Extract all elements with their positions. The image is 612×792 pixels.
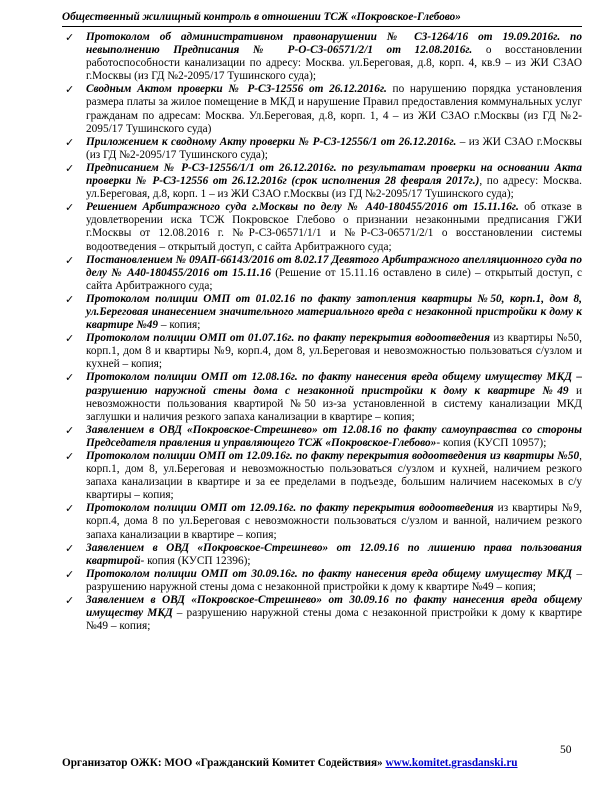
item-title: Протоколом полиции ОМП от 01.07.16г. по факту перекрытия водоотведения: [86, 332, 490, 345]
item-title: Предписанием № Р-СЗ-12556/1/1 от 26.12.2016г. по результатам проверки на основании Акта проверки № Р-СЗ-12556 от 26.12.2016г (срок исполнения 28 февраля 2017г.): [86, 161, 582, 188]
checkmark-icon: ✓: [65, 135, 75, 149]
checkmark-icon: ✓: [65, 423, 75, 437]
item-text: из квартиры №9, корп.4, дома 8 по ул.Береговая с невозможности пользоваться с/узлом и ванной, наличием резкого запаха канализации в квартире – копия;: [86, 502, 582, 541]
checkmark-icon: ✓: [65, 83, 75, 97]
item-title: Протоколом об административном правонарушении № СЗ-1264/16 от 19.09.2016г. по невыполнению Предписания № Р-О-СЗ-06571/2/1 от 12.08.2016г.: [86, 31, 582, 57]
list-item: [62, 293, 582, 332]
footer-organizer: Организатор ОЖК: МОО «Гражданский Комитет Содействия»: [62, 757, 383, 769]
list-item: [62, 450, 582, 502]
item-title: Протоколом полиции ОМП от 30.09.16г. по факту нанесения вреда общему имуществу МКД: [86, 567, 572, 580]
item-text: – копия;: [158, 319, 201, 332]
checkmark-icon: ✓: [65, 541, 75, 555]
page-header: Общественный жилищный контроль в отношении ТСЖ «Покровское-Глебово»: [62, 10, 582, 27]
checkmark-icon: ✓: [65, 502, 75, 516]
list-item: [62, 502, 582, 541]
item-text: из квартиры №50, корп.1, дом 8 и квартиры №9, корп.4, дом 8, ул.Береговая и невозможностью пользоваться с/узлом и кухней – копия;: [86, 332, 582, 371]
list-item: [62, 371, 582, 423]
item-text: – разрушению наружной стены дома с незаконной пристройки к дому к квартире №49 – копия;: [86, 567, 582, 593]
list-item: [62, 332, 582, 371]
item-title: Протоколом полиции ОМП от 12.09.16г. по факту перекрытия водоотведения из квартиры №50: [86, 450, 580, 462]
list-item: [62, 136, 582, 162]
item-text: и невозможности пользования квартирой №50 из-за установленной в систему канализации МКД заглушки и наличия резкого запаха канализации в квартире – копия;: [86, 384, 582, 423]
checkmark-icon: ✓: [65, 567, 75, 581]
item-title: Заявлением в ОВД «Покровское-Стрешнево» от 30.09.16 по факту нанесения вреда общему имуществу МКД: [86, 594, 582, 620]
item-title: Заявлением в ОВД «Покровское-Стрешнево» от 12.09.16 по лишению права пользования квартирой: [86, 541, 582, 567]
checkmark-icon: ✓: [65, 201, 75, 215]
checkmark-icon: ✓: [65, 450, 75, 463]
item-title: Сводным Актом проверки № Р-СЗ-12556 от 26.12.2016г.: [86, 83, 387, 96]
list-item: [62, 83, 582, 135]
item-text: - копия (КУСП 10957);: [436, 436, 547, 449]
item-text: по нарушению порядка установления размера платы за жилое помещение в МКД и нарушение Правил предоставления коммунальных услуг гражданам по адресам: Москва. Ул.Береговая, д.8, корп. 1, 4 – из ЖИ СЗАО г.Москвы (из ГД №2-2095/17 Тушинского суда): [86, 83, 582, 135]
page-footer: [62, 756, 582, 770]
item-title: Приложением к сводному Акту проверки № Р-СЗ-12556/1 от 26.12.2016г.: [86, 135, 457, 148]
list-item: [62, 594, 582, 633]
document-body: [62, 31, 582, 633]
checkmark-icon: ✓: [65, 292, 75, 306]
item-text: , по адресу: Москва. ул.Береговая, д.8, корп. 1 – из ЖИ СЗАО г.Москвы (из ГД №2-2095/17 Тушинского суда);: [86, 175, 583, 201]
item-text: - копия (КУСП 12396);: [140, 554, 251, 567]
footer-website-link[interactable]: www.komitet.grasdanski.ru: [385, 757, 518, 769]
item-text: о восстановлении работоспособности канализации по адресу: Москва. ул.Береговая, д.8, корп. 4, кв.9 – из ЖИ СЗАО г.Москвы (из ГД №2-2095/17 Тушинского суда);: [86, 44, 582, 83]
list-item: [62, 542, 582, 568]
checkmark-icon: ✓: [65, 253, 75, 267]
list-item: [62, 31, 582, 83]
item-title: Заявлением в ОВД «Покровское-Стрешнево» от 12.08.16 по факту самоуправства со стороны Председателя правления и управляющего ТСЖ «Покровское-Глебово»: [86, 423, 582, 449]
checkmark-icon: ✓: [65, 371, 75, 385]
item-text: , корп.1, дом 8, ул.Береговая и невозможностью пользоваться с/узлом и кухней, наличием резкого запаха канализации в квартире и за ее пределами в подъезде, большим наличием насекомых в с/у квартиры – копия;: [86, 450, 582, 502]
page-number: 50: [560, 744, 572, 756]
item-text: об отказе в удовлетворении иска ТСЖ Покровское Глебово о признании незаконными предписания ГЖИ г.Москвы от 12.08.2016 г. №Р-СЗ-06571/1/1 и №Р-СЗ-06571/2/1 о восстановлении системы водоотведения – открытый доступ, с сайта Арбитражного суда;: [86, 201, 582, 253]
list-item: [62, 254, 582, 293]
list-item: [62, 162, 582, 201]
item-text: – из ЖИ СЗАО г.Москвы (из ГД №2-2095/17 Тушинского суда);: [86, 135, 582, 161]
item-text: – разрушению наружной стены дома с незаконной пристройки к дому к квартире №49 – копия;: [86, 607, 583, 633]
item-title: Протоколом полиции ОМП от 12.09.16г. по факту перекрытия водоотведения: [86, 502, 494, 515]
checkmark-icon: ✓: [65, 332, 75, 346]
list-item: [62, 424, 582, 450]
item-text: (Решение от 15.11.16 оставлено в силе) – открытый доступ, с сайта Арбитражного суда;: [86, 266, 583, 292]
checkmark-icon: ✓: [65, 594, 75, 608]
item-title: Протоколом полиции ОМП от 12.08.16г. по факту нанесения вреда общему имуществу МКД – разрушению наружной стены дома с незаконной пристройки к дому к квартире №49: [86, 371, 582, 397]
checkmark-icon: ✓: [65, 161, 75, 175]
list-item: [62, 201, 582, 253]
evidence-list: [62, 31, 582, 633]
item-title: Протоколом полиции ОМП от 01.02.16 по факту затопления квартиры №50, корп.1, дом 8, ул.Береговая инанесением значительного материального вреда с незаконной пристройки к дому к квартире №49: [86, 292, 582, 332]
list-item: [62, 568, 582, 594]
checkmark-icon: ✓: [65, 31, 75, 44]
item-title: Решением Арбитражного суда г.Москвы по делу № А40-180455/2016 от 15.11.16г.: [86, 201, 519, 214]
item-title: Постановлением № 09АП-66143/2016 от 8.02.17 Девятого Арбитражного апелляционного суда по делу № А40-180455/2016 от 15.11.16: [86, 253, 582, 279]
